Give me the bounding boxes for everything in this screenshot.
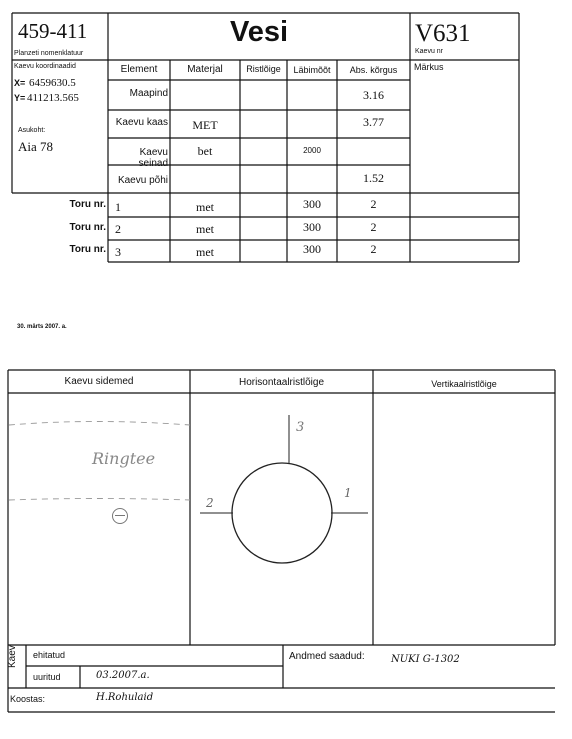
pipe-material: met <box>196 222 214 236</box>
location-value: Aia 78 <box>18 139 54 154</box>
y-coord-value: 411213.565 <box>27 92 79 104</box>
pipe-abs-height: 2 <box>370 197 377 211</box>
page-title: Vesi <box>229 16 289 48</box>
pipe-label: Toru nr. <box>69 222 106 233</box>
row-abs-height: 3.16 <box>363 88 384 102</box>
pipe-number-label: 1 <box>344 486 352 500</box>
row-material: bet <box>197 144 213 158</box>
row-element-label: Maapind <box>129 88 168 99</box>
built-label: ehitatud <box>33 650 66 660</box>
pipe-label: Toru nr. <box>69 199 106 210</box>
kaev-label: Kaev <box>7 645 18 668</box>
pipe-nr: 1 <box>115 200 121 214</box>
row-material: MET <box>192 118 218 132</box>
nomenclature-number: 459-411 <box>18 19 88 43</box>
pipe-abs-height: 2 <box>370 220 377 234</box>
row-element-label: Kaevu põhi <box>117 175 168 186</box>
header-notes: Märkus <box>414 62 444 72</box>
header-horizontal-section: Horisontaalristlõige <box>238 377 325 388</box>
row-element-label: Kaevu seinad <box>138 147 168 169</box>
manhole-symbol-icon <box>112 508 128 524</box>
row-abs-height: 3.77 <box>363 115 384 129</box>
header-abs-height: Abs. kõrgus <box>349 65 398 75</box>
compiled-value: H.Rohulaid <box>96 692 154 703</box>
y-coord-label: Y= <box>14 93 26 103</box>
row-abs-height: 1.52 <box>363 171 384 185</box>
pipe-material: met <box>196 200 214 214</box>
coords-label: Kaevu koordinaadid <box>14 63 76 70</box>
header-diameter: Läbimõõt <box>293 65 331 75</box>
pipe-diameter: 300 <box>303 220 321 234</box>
header-material: Materjal <box>187 64 223 75</box>
well-number: V631 <box>415 20 471 47</box>
sketch-road-text: Ringtee <box>92 449 156 468</box>
row-diameter: 2000 <box>303 146 321 155</box>
header-connections: Kaevu sidemed <box>64 376 134 387</box>
well-number-label: Kaevu nr <box>415 48 444 55</box>
row-element-label: Kaevu kaas <box>115 117 168 128</box>
pipe-label: Toru nr. <box>69 244 106 255</box>
pipe-nr: 2 <box>115 222 121 236</box>
compiled-label: Koostas: <box>10 694 46 704</box>
header-cross-section: Ristlõige <box>246 64 281 74</box>
date-note: 30. märts 2007. a. <box>17 324 67 330</box>
location-label: Asukoht: <box>18 127 46 134</box>
pipe-material: met <box>196 245 214 259</box>
horizontal-section-drawing <box>200 415 368 563</box>
header-vertical-section: Vertikaalristlõige <box>431 379 497 389</box>
surveyed-label: uuritud <box>33 672 61 682</box>
x-coord-label: X= <box>14 78 26 88</box>
pipe-diameter: 300 <box>303 242 321 256</box>
data-from-label: Andmed saadud: <box>289 651 365 662</box>
x-coord-value: 6459630.5 <box>29 77 76 89</box>
pipe-nr: 3 <box>115 245 121 259</box>
header-element: Element <box>120 64 158 75</box>
data-from-value: NUKI G-1302 <box>391 654 460 665</box>
nomenclature-label: Planzeti nomenklatuur <box>14 50 84 57</box>
surveyed-value: 03.2007.a. <box>96 670 150 681</box>
pipe-abs-height: 2 <box>370 242 377 256</box>
pipe-number-label: 3 <box>296 420 305 435</box>
pipe-number-label: 2 <box>206 496 214 510</box>
pipe-diameter: 300 <box>303 197 321 211</box>
